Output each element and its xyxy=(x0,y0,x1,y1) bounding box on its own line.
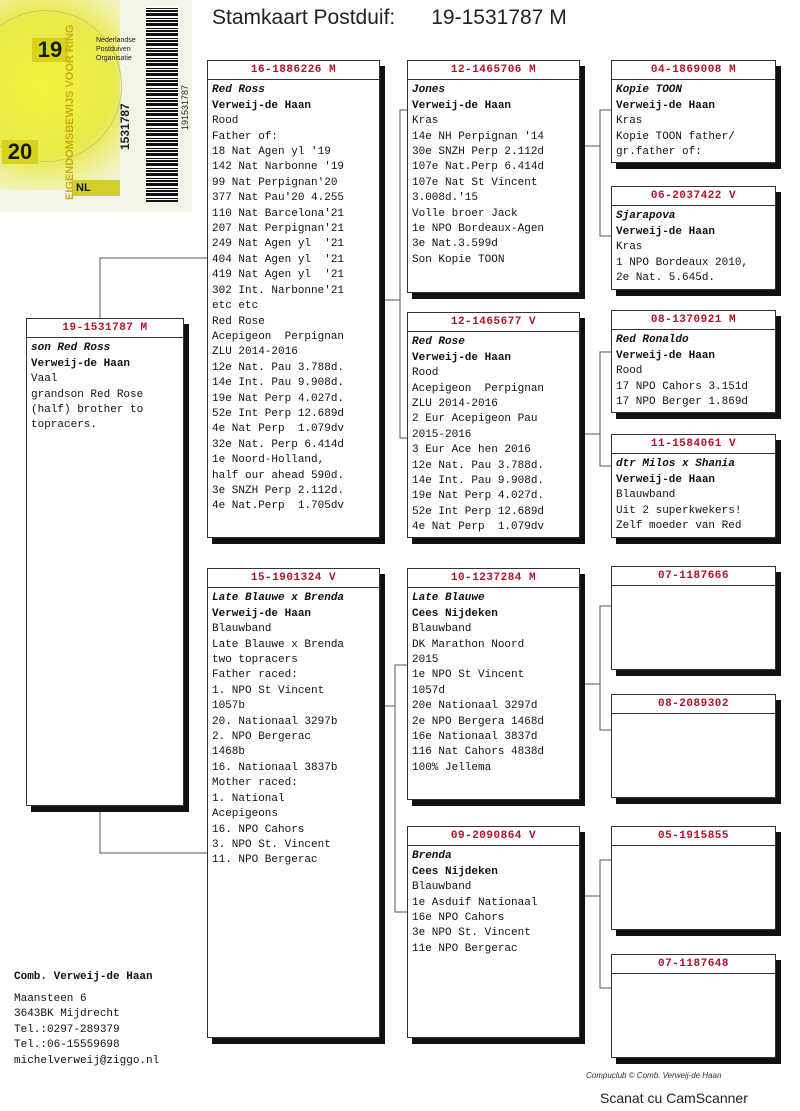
ring-number: 15-1901324 V xyxy=(208,571,379,588)
info-line: Vaal xyxy=(31,373,58,386)
barcode-number: 191531787 xyxy=(180,84,190,130)
pigeon-owner: Verweij-de Haan xyxy=(31,357,131,370)
pigeon-name: Red Ronaldo xyxy=(616,334,689,347)
info-line: (half) brother to xyxy=(31,404,144,417)
info-line: gr.father of: xyxy=(616,146,702,159)
title-ring: 19-1531787 M xyxy=(431,6,567,29)
ring-number: 16-1886226 M xyxy=(208,63,379,80)
info-line: 2 Eur Acepigeon Pau xyxy=(412,413,538,426)
sticker-ring-number: 1531787 xyxy=(118,103,132,150)
info-line: Father raced: xyxy=(212,669,298,682)
ring-number: 09-2090864 V xyxy=(408,829,579,846)
pigeon-name: Sjarapova xyxy=(616,210,676,223)
info-line: 3e Nat.3.599d xyxy=(412,238,498,251)
info-line: 2e NPO Bergera 1468d xyxy=(412,715,545,728)
owner-name: Comb. Verweij-de Haan xyxy=(14,971,153,983)
info-line: 3 Eur Ace hen 2016 xyxy=(412,444,531,457)
info-line: ZLU 2014-2016 xyxy=(412,398,498,411)
info-line: Blauwband xyxy=(412,623,472,636)
info-line: Blauwband xyxy=(212,623,272,636)
ring-number: 12-1465677 V xyxy=(408,315,579,332)
info-line: Blauwband xyxy=(412,881,472,894)
info-line: 14e Int. Pau 9.908d. xyxy=(412,475,545,488)
info-line: 1e Asduif Nationaal xyxy=(412,896,538,909)
info-line: 16e NPO Cahors xyxy=(412,912,505,925)
pigeon-name: Brenda xyxy=(412,850,452,863)
address-line: 3643BK Mijdrecht xyxy=(14,1008,120,1020)
info-line: Rood xyxy=(616,365,643,378)
pedigree-box-fmf xyxy=(611,310,776,413)
pedigree-box-mff xyxy=(611,566,776,670)
pedigree-box-ffm xyxy=(611,186,776,290)
pedigree-box-fff xyxy=(611,60,776,163)
info-line: 17 NPO Berger 1.869d xyxy=(616,396,749,409)
info-line: 17 NPO Cahors 3.151d xyxy=(616,380,749,393)
info-line: Red Rose xyxy=(212,315,265,328)
sticker-year-right: 19 xyxy=(32,38,68,62)
ring-number: 07-1187666 xyxy=(612,569,775,586)
info-line: 3e SNZH Perp 2.112d. xyxy=(212,484,345,497)
pigeon-name: dtr Milos x Shania xyxy=(616,458,735,471)
info-line: 249 Nat Agen yl '21 xyxy=(212,238,345,251)
info-line: 30e SNZH Perp 2.112d xyxy=(412,146,545,159)
info-line: 19e Nat Perp 4.027d. xyxy=(412,490,545,503)
pedigree-box-ff xyxy=(407,60,580,293)
pigeon-owner: Verweij-de Haan xyxy=(616,349,716,362)
pigeon-owner: Verweij-de Haan xyxy=(616,473,716,486)
pigeon-name: Late Blauwe xyxy=(412,592,485,605)
info-line: 14e Int. Pau 9.908d. xyxy=(212,377,345,390)
info-line: 107e Nat.Perp 6.414d xyxy=(412,161,545,174)
info-line: 1e NPO Bordeaux-Agen xyxy=(412,223,545,236)
info-line: 52e Int Perp 12.689d xyxy=(412,505,545,518)
info-line: 16. Nationaal 3837b xyxy=(212,761,338,774)
info-line: 107e Nat St Vincent xyxy=(412,176,538,189)
pedigree-box-mf xyxy=(407,568,580,800)
info-line: Rood xyxy=(412,367,439,380)
info-line: 116 Nat Cahors 4838d xyxy=(412,746,545,759)
pedigree-box-father xyxy=(207,60,380,538)
sticker-year-left: 20 xyxy=(2,140,38,164)
info-line: 52e Int Perp 12.689d xyxy=(212,407,345,420)
info-line: 20e Nationaal 3297d xyxy=(412,700,538,713)
info-line: 1468b xyxy=(212,746,246,759)
info-line: 18 Nat Agen yl '19 xyxy=(212,146,331,159)
info-line: 100% Jellema xyxy=(412,761,492,774)
pedigree-box-fmm xyxy=(611,434,776,538)
info-line: 1. NPO St Vincent xyxy=(212,684,325,697)
pigeon-owner: Verweij-de Haan xyxy=(412,351,512,364)
ring-number: 08-2089302 xyxy=(612,697,775,714)
info-line: etc etc xyxy=(212,300,259,313)
info-line: two topracers xyxy=(212,654,298,667)
info-line: 1e Noord-Holland, xyxy=(212,454,325,467)
ring-number: 10-1237284 M xyxy=(408,571,579,588)
ring-number: 19-1531787 M xyxy=(27,321,183,338)
info-line: Acepigeon Perpignan xyxy=(412,382,545,395)
info-line: Kras xyxy=(616,241,643,254)
pigeon-owner: Cees Nijdeken xyxy=(412,865,498,878)
info-line: 1057d xyxy=(412,684,446,697)
owner-address xyxy=(14,970,159,1069)
info-line: 19e Nat Perp 4.027d. xyxy=(212,392,345,405)
info-line: grandson Red Rose xyxy=(31,388,144,401)
info-line: Blauwband xyxy=(616,489,676,502)
info-line: Volle broer Jack xyxy=(412,207,518,220)
pedigree-box-mmf xyxy=(611,826,776,930)
info-line: 1057b xyxy=(212,700,246,713)
info-line: 4e Nat.Perp 1.705dv xyxy=(212,500,345,513)
info-line: 3e NPO St. Vincent xyxy=(412,927,531,940)
sticker-vertical-text: EIGENDOMSBEWIJS VOOR RING xyxy=(64,24,76,200)
info-line: 1e NPO St Vincent xyxy=(412,669,525,682)
address-line: Tel.:06-15559698 xyxy=(14,1039,120,1051)
ring-number: 08-1370921 M xyxy=(612,313,775,330)
pedigree-box-mmm xyxy=(611,954,776,1058)
info-line: 99 Nat Perpignan'20 xyxy=(212,176,338,189)
info-line: 142 Nat Narbonne '19 xyxy=(212,161,345,174)
pigeon-owner: Verweij-de Haan xyxy=(412,99,512,112)
pigeon-name: Red Ross xyxy=(212,84,265,97)
ring-number: 05-1915855 xyxy=(612,829,775,846)
info-line: 1. National xyxy=(212,792,285,805)
pigeon-name: son Red Ross xyxy=(31,342,111,355)
pigeon-owner: Cees Nijdeken xyxy=(412,607,498,620)
info-line: 16. NPO Cahors xyxy=(212,823,305,836)
info-line: 110 Nat Barcelona'21 xyxy=(212,207,345,220)
info-line: Acepigeon Perpignan xyxy=(212,330,345,343)
pigeon-owner: Verweij-de Haan xyxy=(616,99,716,112)
info-line: 12e Nat. Pau 3.788d. xyxy=(412,459,545,472)
info-line: 14e NH Perpignan '14 xyxy=(412,130,545,143)
info-line: 2015 xyxy=(412,654,439,667)
info-line: Late Blauwe x Brenda xyxy=(212,638,345,651)
info-line: 2. NPO Bergerac xyxy=(212,731,312,744)
info-line: 4e Nat Perp 1.079dv xyxy=(212,423,345,436)
info-line: Kras xyxy=(412,115,439,128)
sticker-country: NL xyxy=(72,180,120,196)
address-line: Maansteen 6 xyxy=(14,992,87,1005)
pedigree-box-mfm xyxy=(611,694,776,798)
info-line: 2015-2016 xyxy=(412,428,472,441)
pigeon-name: Kopie TOON xyxy=(616,84,683,97)
info-line: 3.008d.'15 xyxy=(412,192,479,205)
footer-copyright: Compuclub © Comb. Verweij-de Haan xyxy=(586,1071,722,1080)
info-line: 1 NPO Bordeaux 2010, xyxy=(616,256,749,269)
pedigree-box-main xyxy=(26,318,184,806)
pigeon-owner: Verweij-de Haan xyxy=(212,99,312,112)
info-line: 20. Nationaal 3297b xyxy=(212,715,338,728)
ring-number: 11-1584061 V xyxy=(612,437,775,454)
pigeon-name: Jones xyxy=(412,84,446,97)
email: michelverweij@ziggo.nl xyxy=(14,1054,160,1067)
info-line: 11e NPO Bergerac xyxy=(412,942,518,955)
info-line: 207 Nat Perpignan'21 xyxy=(212,223,345,236)
info-line: Father of: xyxy=(212,130,279,143)
npo-logo: Nederlandse Postduiven Organisatie xyxy=(96,37,136,62)
info-line: 3. NPO St. Vincent xyxy=(212,838,331,851)
pigeon-owner: Verweij-de Haan xyxy=(616,225,716,238)
ring-number: 06-2037422 V xyxy=(612,189,775,206)
pigeon-name: Red Rose xyxy=(412,336,465,349)
info-line: Kras xyxy=(616,115,643,128)
pedigree-box-mm xyxy=(407,826,580,1038)
info-line: Acepigeons xyxy=(212,808,279,821)
info-line: 11. NPO Bergerac xyxy=(212,854,318,867)
ring-number: 04-1869008 M xyxy=(612,63,775,80)
info-line: Zelf moeder van Red xyxy=(616,520,742,533)
info-line: 16e Nationaal 3837d xyxy=(412,731,538,744)
pigeon-owner: Verweij-de Haan xyxy=(212,607,312,620)
info-line: 2e Nat. 5.645d. xyxy=(616,272,716,285)
ring-number: 12-1465706 M xyxy=(408,63,579,80)
pedigree-box-fm xyxy=(407,312,580,538)
info-line: DK Marathon Noord xyxy=(412,638,525,651)
info-line: ZLU 2014-2016 xyxy=(212,346,298,359)
info-line: Son Kopie TOON xyxy=(412,253,505,266)
info-line: topracers. xyxy=(31,419,98,432)
info-line: Uit 2 superkwekers! xyxy=(616,504,742,517)
title-label: Stamkaart Postduif: xyxy=(212,6,396,29)
ring-number: 07-1187648 xyxy=(612,957,775,974)
info-line: 12e Nat. Pau 3.788d. xyxy=(212,361,345,374)
info-line: 4e Nat Perp 1.079dv xyxy=(412,521,545,534)
info-line: half our ahead 590d. xyxy=(212,469,345,482)
scanner-watermark: Scanat cu CamScanner xyxy=(600,1090,748,1106)
info-line: 32e Nat. Perp 6.414d xyxy=(212,438,345,451)
pedigree-box-mother xyxy=(207,568,380,1038)
pigeon-name: Late Blauwe x Brenda xyxy=(212,592,345,605)
info-line: Kopie TOON father/ xyxy=(616,130,735,143)
info-line: 302 Int. Narbonne'21 xyxy=(212,284,345,297)
info-line: 419 Nat Agen yl '21 xyxy=(212,269,345,282)
info-line: 377 Nat Pau'20 4.255 xyxy=(212,192,345,205)
address-line: Tel.:0297-289379 xyxy=(14,1023,120,1036)
info-line: 404 Nat Agen yl '21 xyxy=(212,253,345,266)
info-line: Mother raced: xyxy=(212,777,298,790)
info-line: Rood xyxy=(212,115,239,128)
